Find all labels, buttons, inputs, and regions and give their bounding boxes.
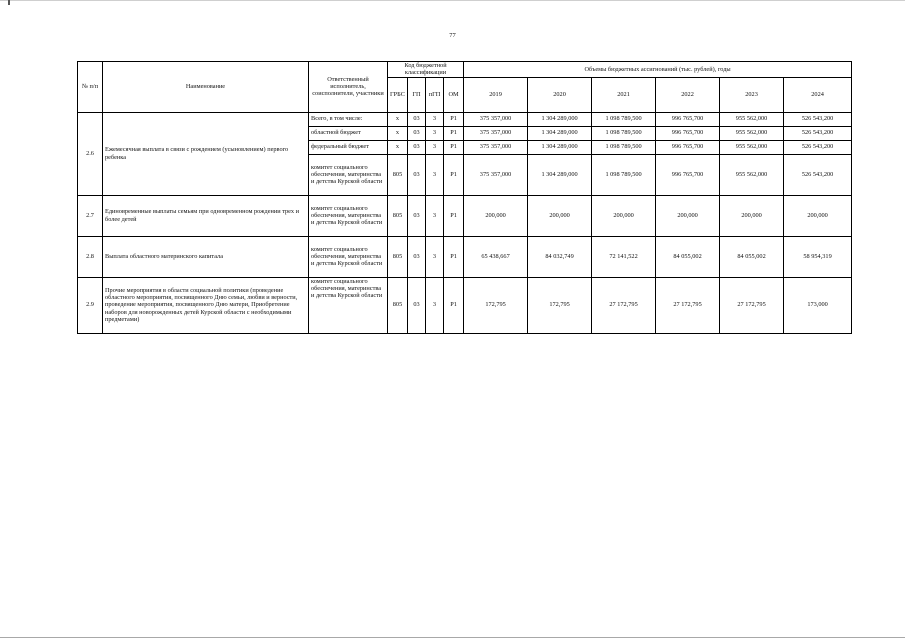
cell-gp: 03 [408, 277, 426, 333]
row-name: Единовременные выплаты семьям при одновременном рождении трех и более детей [103, 195, 309, 236]
cell-2019: 65 438,667 [464, 236, 528, 277]
col-header-name: Наименование [103, 62, 309, 113]
scan-artifact-bottom [0, 637, 905, 638]
table-row [78, 277, 852, 333]
col-header-responsible: Ответственный исполнитель, соисполнители, участники [309, 62, 388, 113]
table-row [78, 195, 852, 236]
cell-2022: 27 172,795 [656, 277, 720, 333]
table-row [78, 236, 852, 277]
cell-2023: 84 055,002 [720, 236, 784, 277]
col-header-year-2021: 2021 [592, 77, 656, 112]
cell-gp: 03 [408, 154, 426, 195]
cell-2019: 375 357,000 [464, 126, 528, 140]
row-responsible: комитет социального обеспечения, материнства и детства Курской области [309, 236, 388, 277]
row-name: Прочие мероприятия в области социальной политики (проведение областного мероприятия, посвященного Дню семьи, любви и верности, проведение мероприятия, посвященного Дню матери, Приобретение наборов для новорожденных детей Курской области с необходимыми предметами) [103, 277, 309, 333]
cell-grbs: 805 [388, 154, 408, 195]
cell-2021: 1 098 789,500 [592, 140, 656, 154]
row-number: 2.6 [78, 112, 103, 195]
cell-2019: 375 357,000 [464, 154, 528, 195]
cell-2021: 200,000 [592, 195, 656, 236]
cell-pgp: 3 [426, 112, 444, 126]
cell-2019: 200,000 [464, 195, 528, 236]
cell-2024: 526 543,200 [784, 126, 852, 140]
row-name: Выплата областного материнского капитала [103, 236, 309, 277]
cell-2024: 526 543,200 [784, 112, 852, 126]
row-responsible: областной бюджет [309, 126, 388, 140]
cell-pgp: 3 [426, 277, 444, 333]
col-header-grbs: ГРБС [388, 77, 408, 112]
cell-gp: 03 [408, 195, 426, 236]
cell-gp: 03 [408, 236, 426, 277]
cell-gp: 03 [408, 140, 426, 154]
cell-grbs: 805 [388, 277, 408, 333]
cell-2021: 1 098 789,500 [592, 126, 656, 140]
cell-om: P1 [444, 277, 464, 333]
cell-om: P1 [444, 236, 464, 277]
page-number: 77 [449, 32, 456, 39]
col-header-year-2019: 2019 [464, 77, 528, 112]
cell-2019: 172,795 [464, 277, 528, 333]
cell-gp: 03 [408, 112, 426, 126]
cell-om: P1 [444, 140, 464, 154]
cell-2024: 526 543,200 [784, 140, 852, 154]
table-row [78, 112, 852, 126]
cell-pgp: 3 [426, 140, 444, 154]
cell-grbs: x [388, 140, 408, 154]
cell-grbs: x [388, 126, 408, 140]
row-name: Ежемесячная выплата в связи с рождением (усыновлением) первого ребенка [103, 112, 309, 195]
cell-2021: 72 141,522 [592, 236, 656, 277]
cell-2020: 1 304 289,000 [528, 126, 592, 140]
cell-2024: 173,000 [784, 277, 852, 333]
col-header-year-2022: 2022 [656, 77, 720, 112]
row-number: 2.7 [78, 195, 103, 236]
col-header-gp: ГП [408, 77, 426, 112]
budget-table [77, 61, 852, 334]
cell-2022: 996 765,700 [656, 140, 720, 154]
cell-2020: 172,795 [528, 277, 592, 333]
row-responsible: комитет социального обеспечения, материнства и детства Курской области [309, 154, 388, 195]
cell-pgp: 3 [426, 236, 444, 277]
cell-2021: 1 098 789,500 [592, 154, 656, 195]
cell-2022: 200,000 [656, 195, 720, 236]
cell-2020: 84 032,749 [528, 236, 592, 277]
col-header-volumes-group: Объемы бюджетных ассигнований (тыс. рублей), годы [464, 62, 852, 78]
cell-2023: 955 562,000 [720, 154, 784, 195]
scan-artifact-mark [8, 0, 10, 5]
cell-2022: 996 765,700 [656, 126, 720, 140]
col-header-year-2024: 2024 [784, 77, 852, 112]
cell-2024: 200,000 [784, 195, 852, 236]
scan-artifact-top [0, 0, 905, 1]
cell-pgp: 3 [426, 154, 444, 195]
col-header-year-2020: 2020 [528, 77, 592, 112]
cell-grbs: 805 [388, 236, 408, 277]
cell-om: P1 [444, 112, 464, 126]
cell-2020: 200,000 [528, 195, 592, 236]
col-header-pgp: пГП [426, 77, 444, 112]
cell-pgp: 3 [426, 126, 444, 140]
row-number: 2.8 [78, 236, 103, 277]
cell-pgp: 3 [426, 195, 444, 236]
cell-grbs: x [388, 112, 408, 126]
col-header-num: № п/п [78, 62, 103, 113]
cell-2022: 84 055,002 [656, 236, 720, 277]
cell-2022: 996 765,700 [656, 154, 720, 195]
col-header-code-group: Код бюджетной классификации [388, 62, 464, 78]
col-header-year-2023: 2023 [720, 77, 784, 112]
cell-grbs: 805 [388, 195, 408, 236]
row-responsible: комитет социального обеспечения, материнства и детства Курской области [309, 277, 388, 333]
row-number: 2.9 [78, 277, 103, 333]
cell-2023: 27 172,795 [720, 277, 784, 333]
cell-2023: 200,000 [720, 195, 784, 236]
cell-2023: 955 562,000 [720, 140, 784, 154]
cell-om: P1 [444, 154, 464, 195]
cell-om: P1 [444, 195, 464, 236]
cell-2024: 58 954,319 [784, 236, 852, 277]
cell-2020: 1 304 289,000 [528, 112, 592, 126]
cell-2020: 1 304 289,000 [528, 140, 592, 154]
cell-2024: 526 543,200 [784, 154, 852, 195]
col-header-om: ОМ [444, 77, 464, 112]
cell-2023: 955 562,000 [720, 112, 784, 126]
cell-2020: 1 304 289,000 [528, 154, 592, 195]
row-responsible: комитет социального обеспечения, материнства и детства Курской области [309, 195, 388, 236]
cell-2021: 27 172,795 [592, 277, 656, 333]
cell-2019: 375 357,000 [464, 140, 528, 154]
cell-gp: 03 [408, 126, 426, 140]
cell-2023: 955 562,000 [720, 126, 784, 140]
cell-2021: 1 098 789,500 [592, 112, 656, 126]
row-responsible: Всего, в том числе: [309, 112, 388, 126]
cell-om: P1 [444, 126, 464, 140]
cell-2022: 996 765,700 [656, 112, 720, 126]
row-responsible: федеральный бюджет [309, 140, 388, 154]
cell-2019: 375 357,000 [464, 112, 528, 126]
header-row-1 [78, 62, 852, 78]
